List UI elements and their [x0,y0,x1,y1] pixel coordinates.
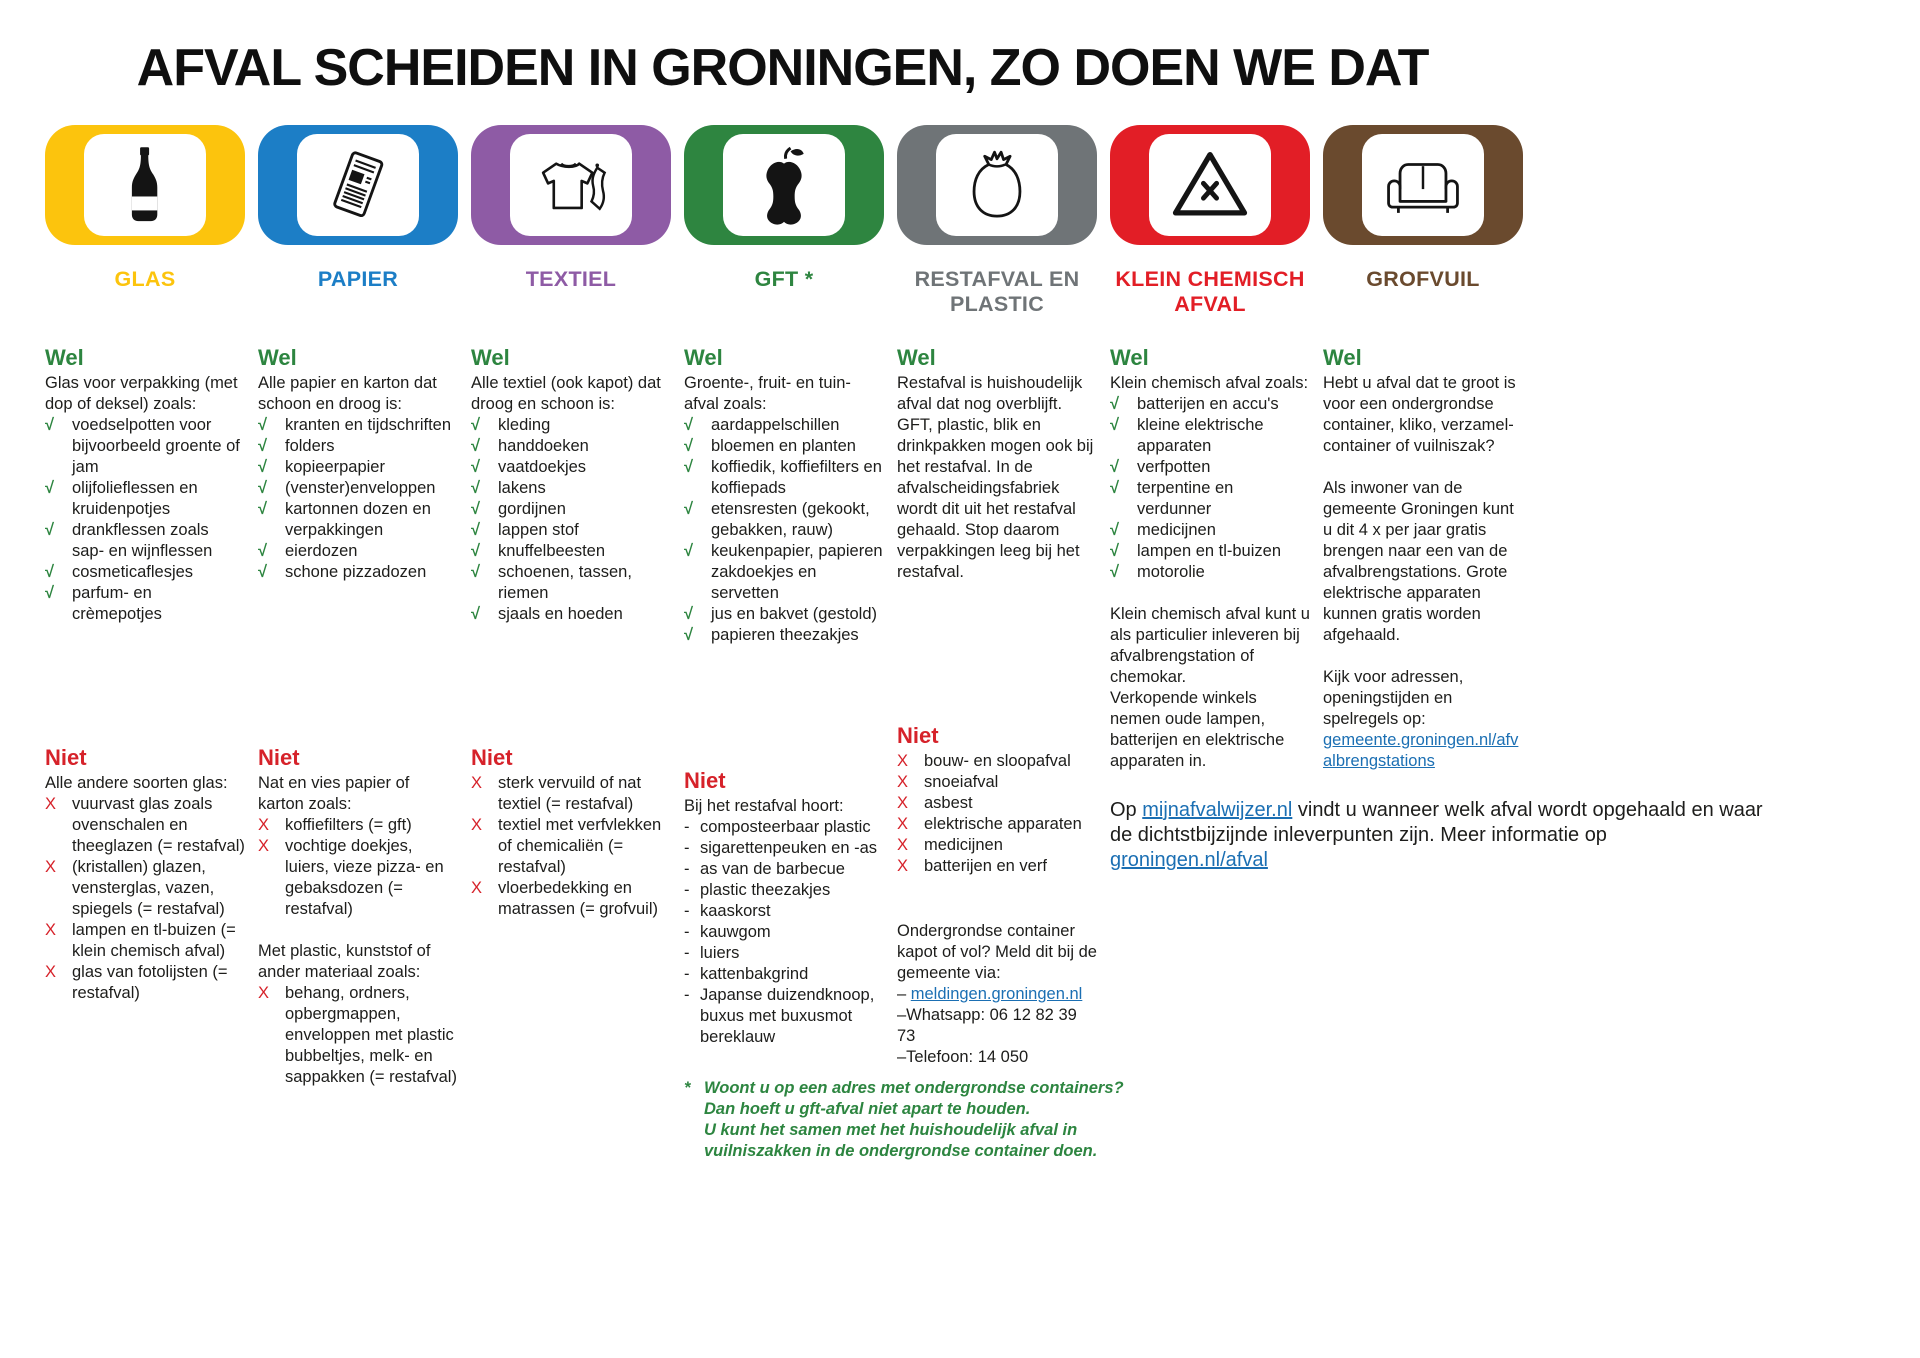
cross-icon: X [897,773,909,791]
paragraph: –Telefoon: 14 050 [897,1048,1029,1066]
list-item-text: vuurvast glas zoals ovenschalen en theeglazen (= restafval) [72,795,245,855]
wel-section [45,345,245,625]
tile-inner [723,134,845,236]
paragraph: Bij het restafval hoort: [684,797,844,815]
list-item-text: folders [285,437,335,455]
list-item-text: gordijnen [498,500,566,518]
tile-inner [84,134,206,236]
list-item [684,922,884,943]
list-item [471,520,671,541]
list-item [471,499,671,520]
niet-heading: Niet [684,768,726,793]
list-item [45,857,245,920]
wel-heading: Wel [897,345,936,370]
list-item-text: asbest [924,794,973,812]
list-item [258,815,458,836]
footnote-line: Woont u op een adres met ondergrondse containers? [704,1079,1124,1097]
grofvuil-tile [1323,125,1523,245]
list-item [1110,457,1310,478]
list-item [1110,415,1310,457]
list-item [684,436,884,457]
list-item-text: luiers [700,944,740,962]
dash-marker: - [684,860,690,878]
column-glas [45,125,245,1002]
tshirt-icon [530,137,612,233]
footnote-text [704,1078,1132,1162]
list-item-text: schoenen, tassen, riemen [498,563,632,602]
list-item-text: glas van fotolijsten (= restafval) [72,963,228,1002]
list-item [897,793,1097,814]
list-item-text: medicijnen [924,836,1003,854]
list-item-text: keukenpapier, papieren zakdoekjes en servetten [711,542,883,602]
list-item [684,415,884,436]
check-icon: √ [471,605,481,623]
category-label-papier: PAPIER [317,267,399,291]
list-item [45,583,245,625]
list-item-text: cosmeticaflesjes [72,563,194,581]
paragraph [1110,798,1768,873]
niet-section [258,745,458,1088]
niet-section [897,723,1097,1068]
cross-icon: X [897,815,909,833]
list-item-text: Japanse duizendknoop, buxus met buxusmot bereklauw [700,986,875,1046]
list-item-text: vloerbedekking en matrassen (= grofvuil) [498,879,659,918]
wel-section [684,345,884,646]
list-item-text: kaaskorst [700,902,771,920]
list-item-text: as van de barbecue [700,860,845,878]
list-item [471,415,671,436]
list-item [684,817,884,838]
link-mijnafvalwijzer-nl[interactable]: mijnafvalwijzer.nl [1142,799,1293,821]
category-label-gft: GFT * [754,267,814,291]
column-textiel [471,125,671,918]
paragraph: –Whatsapp: 06 12 82 39 73 [897,1006,1077,1045]
check-icon: √ [1110,542,1120,560]
list-item-text: behang, ordners, opbergmappen, enveloppen met plastic bubbeltjes, melk- en sappakken (= restafval) [285,984,457,1086]
list-item-text: bouw- en sloopafval [924,752,1071,770]
textiel-tile [471,125,671,245]
text-segment: Kijk voor adressen, openingstijden en spelregels op: [1323,668,1464,728]
list-item-text: kattenbakgrind [700,965,809,983]
list-item-text: snoeiafval [924,773,999,791]
list-item [258,983,458,1088]
tile-inner [1149,134,1271,236]
list-item-text: composteerbaar plastic [700,818,871,836]
cross-icon: X [258,816,270,834]
list-item-text: bloemen en planten [711,437,856,455]
columns [45,125,1763,1160]
paragraph: Restafval is huishoudelijk afval dat nog overblijft. GFT, plastic, blik en drinkpakken mogen ook bij het restafval. In de afvalscheidingsfabriek wordt dit uit het restafval gehaald. Stop daarom verpakkingen leeg bij het restafval. [897,374,1094,581]
check-icon: √ [45,521,55,539]
list-item-text: aardappelschillen [711,416,840,434]
list-item-text: vochtige doekjes, luiers, vieze pizza- en gebaksdozen (= restafval) [285,837,444,918]
glas-tile [45,125,245,245]
tile-inner [297,134,419,236]
dash-marker: - [684,839,690,857]
niet-heading: Niet [897,723,939,748]
list-item-text: etensresten (gekookt, gebakken, rauw) [711,500,870,539]
cross-icon: X [471,816,483,834]
cross-icon: X [897,752,909,770]
list-item-text: sterk vervuild of nat textiel (= restafval) [498,774,642,813]
list-item [684,985,884,1048]
list-item-text: lakens [498,479,546,497]
check-icon: √ [471,563,481,581]
list-item [897,772,1097,793]
check-icon: √ [258,500,268,518]
paragraph: Klein chemisch afval kunt u als particulier inleveren bij afvalbrengstation of chemokar. [1110,605,1310,686]
list-item [684,901,884,922]
check-icon: √ [258,416,268,434]
list-item [258,541,458,562]
dash-marker: - [684,944,690,962]
papier-tile [258,125,458,245]
list-item [471,457,671,478]
list-item [258,499,458,541]
wel-heading: Wel [258,345,297,370]
list-item [897,835,1097,856]
paragraph: Groente-, fruit- en tuin-afval zoals: [684,374,851,413]
check-icon: √ [258,458,268,476]
paragraph: Als inwoner van de gemeente Groningen kunt u dit 4 x per jaar gratis brengen naar een van de afvalbrengstations. Grote elektrische apparaten kunnen gratis worden afgehaald. [1323,479,1514,644]
check-icon: √ [471,500,481,518]
star-marker: * [684,1079,691,1097]
list-item [1110,478,1310,520]
list-item-text: medicijnen [1137,521,1216,539]
list-item-text: kleine elektrische apparaten [1137,416,1264,455]
list-item [258,478,458,499]
niet-heading: Niet [471,745,513,770]
cross-icon: X [471,774,483,792]
list-item [471,815,671,878]
paragraph [1323,667,1523,772]
wel-section [1323,345,1523,772]
restafval-tile [897,125,1097,245]
check-icon: √ [258,563,268,581]
list-item [471,478,671,499]
gft-tile [684,125,884,245]
list-item [684,625,884,646]
niet-section [471,745,671,920]
check-icon: √ [471,458,481,476]
list-item [684,604,884,625]
list-item [258,436,458,457]
kca-tile [1110,125,1310,245]
list-item [471,604,671,625]
list-item [45,962,245,1004]
text-segment: vindt u wanneer welk afval wordt opgehaald en waar de dichtstbijzijnde inleverpunten zijn. Meer informatie op [1110,799,1763,846]
check-icon: √ [684,542,694,560]
list-item-text: lampen en tl-buizen [1137,542,1282,560]
dash-marker: - [684,818,690,836]
list-item [897,751,1097,772]
paragraph: Ondergrondse container kapot of vol? Meld dit bij de gemeente via: [897,922,1097,982]
bottle-icon [104,137,186,233]
paragraph: Hebt u afval dat te groot is voor een ondergrondse container, kliko, verzamel-container of vuilniszak? [1323,374,1516,455]
cross-icon: X [45,795,57,813]
check-icon: √ [45,584,55,602]
paragraph: Alle textiel (ook kapot) dat droog en schoon is: [471,374,661,413]
list-item [684,457,884,499]
check-icon: √ [1110,521,1120,539]
gft-footnote [684,1078,1132,1162]
list-item [1110,394,1310,415]
list-item-text: lampen en tl-buizen (= klein chemisch afval) [72,921,236,960]
check-icon: √ [471,479,481,497]
list-item-text: batterijen en accu's [1137,395,1279,413]
wel-heading: Wel [471,345,510,370]
check-icon: √ [684,500,694,518]
category-label-kca: KLEIN CHEMISCH AFVAL [1115,267,1305,316]
list-item [471,436,671,457]
paragraph [897,984,1097,1005]
wel-section [258,345,458,583]
check-icon: √ [471,542,481,560]
cross-icon: X [897,794,909,812]
list-item [897,856,1097,877]
list-item [258,836,458,920]
list-item [45,794,245,857]
list-item [1110,541,1310,562]
list-item-text: verfpotten [1137,458,1211,476]
check-icon: √ [684,605,694,623]
list-item-text: kopieerpapier [285,458,385,476]
list-item-text: motorolie [1137,563,1205,581]
tile-inner [1362,134,1484,236]
list-item [258,562,458,583]
list-item-text: sigarettenpeuken en -as [700,839,878,857]
list-item-text: kartonnen dozen en verpakkingen [285,500,431,539]
check-icon: √ [1110,416,1120,434]
check-icon: √ [1110,479,1120,497]
list-item [684,943,884,964]
list-item-text: parfum- en crèmepotjes [72,584,162,623]
list-item-text: knuffelbeesten [498,542,606,560]
list-item [684,859,884,880]
check-icon: √ [684,626,694,644]
cross-icon: X [45,921,57,939]
list-item-text: plastic theezakjes [700,881,831,899]
cross-icon: X [258,837,270,855]
list-item-text: drankflessen zoals sap- en wijnflessen [72,521,213,560]
link-meldingen-groningen-nl[interactable]: meldingen.groningen.nl [910,985,1083,1003]
paragraph: Met plastic, kunststof of ander materiaal zoals: [258,942,431,981]
list-item [684,880,884,901]
check-icon: √ [684,416,694,434]
wel-section [471,345,671,625]
wel-heading: Wel [684,345,723,370]
cross-icon: X [45,858,57,876]
dash-marker: - [684,986,690,1004]
paragraph: Klein chemisch afval zoals: [1110,374,1309,392]
paragraph: Nat en vies papier of karton zoals: [258,774,410,813]
list-item-text: koffiefilters (= gft) [285,816,412,834]
dash-marker: - [684,923,690,941]
list-item-text: terpentine en verdunner [1137,479,1234,518]
list-item-text: batterijen en verf [924,857,1047,875]
newspaper-icon [317,137,399,233]
list-item [684,838,884,859]
list-item [471,773,671,815]
check-icon: √ [258,479,268,497]
dash-marker: - [684,881,690,899]
cross-icon: X [897,836,909,854]
tile-inner [936,134,1058,236]
tile-inner [510,134,632,236]
niet-heading: Niet [258,745,300,770]
cross-icon: X [258,984,270,1002]
list-item-text: papieren theezakjes [711,626,859,644]
warning-triangle-icon [1169,137,1251,233]
check-icon: √ [1110,395,1120,413]
list-item-text: koffiedik, koffiefilters en koffiepads [711,458,882,497]
check-icon: √ [471,437,481,455]
list-item-text: (venster)enveloppen [285,479,436,497]
column-grofvuil [1323,125,1523,770]
paragraph: Glas voor verpakking (met dop of deksel) zoals: [45,374,238,413]
check-icon: √ [45,479,55,497]
check-icon: √ [471,416,481,434]
list-item [45,562,245,583]
paragraph: Alle papier en karton dat schoon en droog is: [258,374,437,413]
wel-heading: Wel [45,345,84,370]
check-icon: √ [45,563,55,581]
cross-icon: X [897,857,909,875]
page-title: AFVAL SCHEIDEN IN GRONINGEN, ZO DOEN WE DAT [136,39,1429,97]
cross-icon: X [471,879,483,897]
category-label-glas: GLAS [114,267,176,291]
paragraph: Alle andere soorten glas: [45,774,228,792]
wel-heading: Wel [1110,345,1149,370]
link-gemeente-groningen-nl-afvalbrengstations[interactable]: gemeente.groningen.nl/afvalbrengstations [1323,731,1519,770]
footnote-line: Dan hoeft u gft-afval niet apart te houden. [704,1100,1031,1118]
check-icon: √ [45,416,55,434]
list-item [45,520,245,562]
check-icon: √ [258,542,268,560]
list-item-text: jus en bakvet (gestold) [711,605,878,623]
text-segment: – [897,985,911,1003]
list-item [471,878,671,920]
list-item [897,814,1097,835]
list-item-text: sjaals en hoeden [498,605,623,623]
niet-heading: Niet [45,745,87,770]
check-icon: √ [1110,458,1120,476]
list-item-text: elektrische apparaten [924,815,1082,833]
check-icon: √ [684,458,694,476]
footnote-line: U kunt het samen met het huishoudelijk afval in vuilniszakken in de ondergrondse container doen. [704,1121,1098,1160]
list-item-text: schone pizzadozen [285,563,427,581]
dash-marker: - [684,965,690,983]
link-groningen-nl-afval[interactable]: groningen.nl/afval [1110,849,1268,871]
list-item-text: olijfolieflessen en kruidenpotjes [72,479,198,518]
list-item-text: kauwgom [700,923,771,941]
list-item [258,457,458,478]
category-label-grofvuil: GROFVUIL [1366,267,1480,291]
sofa-icon [1382,137,1464,233]
list-item [258,415,458,436]
apple-core-icon [743,137,825,233]
list-item [684,964,884,985]
list-item [1110,562,1310,583]
text-segment: Op [1110,799,1143,821]
list-item [471,541,671,562]
dash-marker: - [684,902,690,920]
list-item-text: vaatdoekjes [498,458,587,476]
check-icon: √ [471,521,481,539]
check-icon: √ [684,437,694,455]
list-item-text: textiel met verfvlekken of chemicaliën (= restafval) [498,816,662,876]
check-icon: √ [258,437,268,455]
list-item-text: lappen stof [498,521,579,539]
wel-section [897,345,1097,583]
paragraph: Verkopende winkels nemen oude lampen, batterijen en elektrische apparaten in. [1110,689,1285,770]
wel-heading: Wel [1323,345,1362,370]
list-item [45,478,245,520]
column-restafval [897,125,1097,1066]
column-papier [258,125,458,1086]
list-item-text: kleding [498,416,551,434]
list-item-text: eierdozen [285,542,358,560]
list-item [684,541,884,604]
list-item [684,499,884,541]
list-item-text: (kristallen) glazen, vensterglas, vazen, spiegels (= restafval) [72,858,225,918]
list-item [45,415,245,478]
category-label-restafval: RESTAFVAL EN PLASTIC [914,267,1080,316]
list-item-text: kranten en tijdschriften [285,416,452,434]
category-label-textiel: TEXTIEL [525,267,617,291]
list-item [471,562,671,604]
check-icon: √ [1110,563,1120,581]
list-item-text: voedselpotten voor bijvoorbeeld groente of jam [72,416,240,476]
cross-icon: X [45,963,57,981]
niet-section [45,745,245,1004]
list-item [45,920,245,962]
list-item [1110,520,1310,541]
trash-bag-icon [956,137,1038,233]
list-item-text: handdoeken [498,437,589,455]
